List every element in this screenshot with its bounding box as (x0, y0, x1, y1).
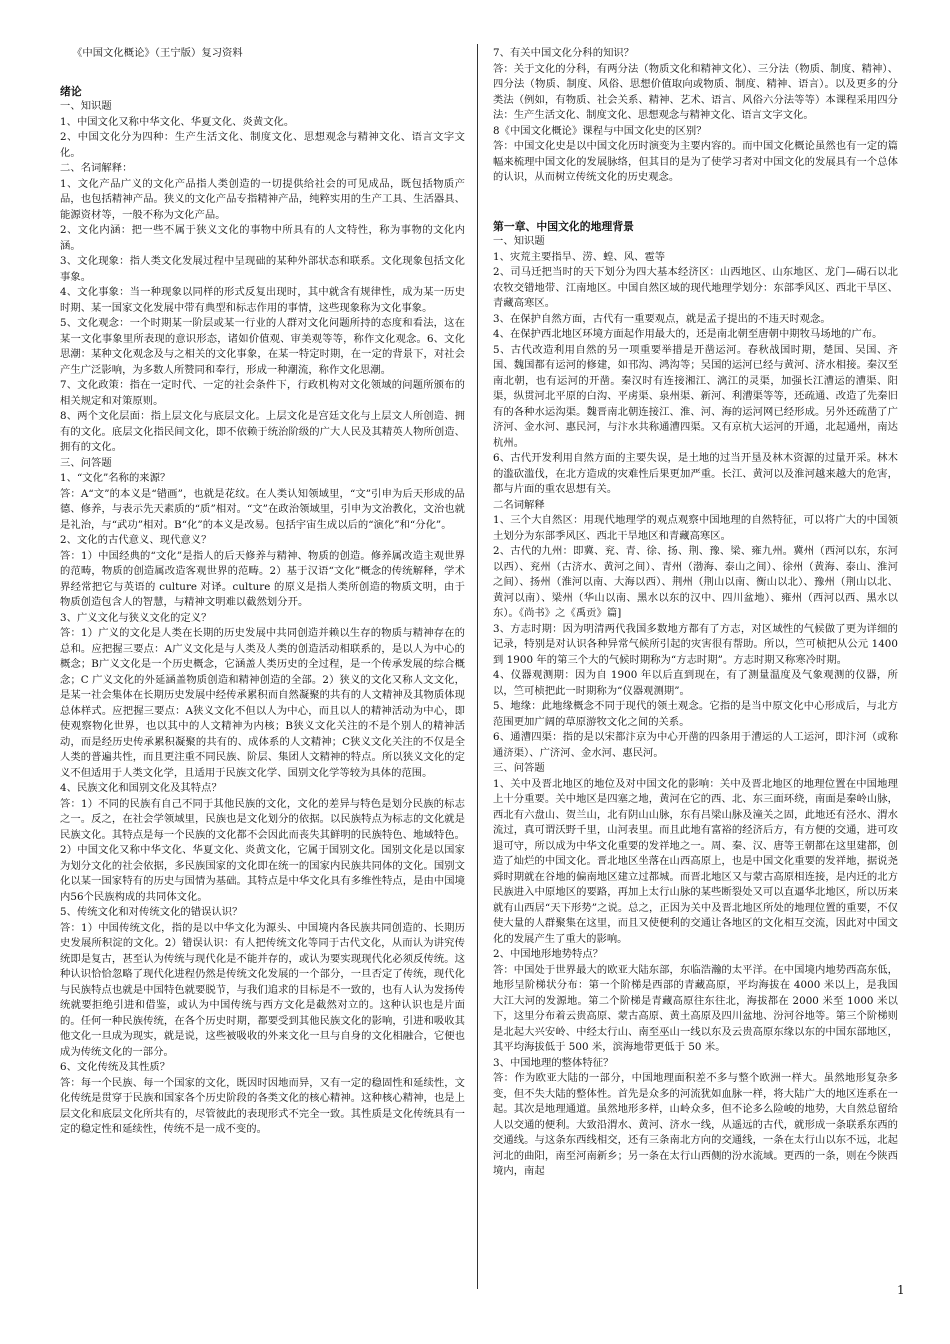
paragraph: 1、文化产品广义的文化产品指人类创造的一切提供给社会的可见成品，既包括物质产品，也包括精神产品。狭义的文化产品专指精神产品，纯粹实用的生产工具、生活器具、能源资材等，一般不称为文化产品。 (60, 177, 465, 221)
paragraph: 1、关中及晋北地区的地位及对中国文化的影响：关中及晋北地区的地理位置在中国地理上十分重要。关中地区是四塞之地，黄河在它的西、北、东三面环绕，南面是秦岭山脉，西北有六盘山、贺兰山，北有阴山山脉，东有吕梁山脉及潼关之固，此地还有泾水、渭水流过，真可谓沃野千里，山河表里。而且此地有富裕的经济后方，有方便的交通，进可攻退可守，所以成为中华文化重要的发祥地之一。周、秦、汉、唐等王朝都在这里建都，创造了灿烂的中国文化。晋北地区坐落在山西高原上，也是中国文化重要的发祥地，据说尧舜时期就在谷地的偏南地区建立过都城。而晋北地区又与蒙古高原相连接，是内迁的北方民族进入中原地区的要路，再加上太行山脉的某些断裂处又可以直逼华北地区，所以历来就有山西居“天下形势”之说。总之，正因为关中及晋北地区所处的地理位置的重要，不仅使大量的人群聚集在这里，而且又使便利的交通让各地区的文化相互交流，因此对中国文化的发展产生了重大的影响。 (493, 777, 898, 945)
paragraph: 3、中国地理的整体特征？ (493, 1056, 614, 1069)
paragraph: 答：1）不同的民族有自己不同于其他民族的文化，文化的差异与特色是划分民族的标志之一。反之，在社会学领域里，民族也是文化划分的依据。以民族特点为标志的文化就是民族文化。其特点是每一个民族的文化都不会因此而丧失其鲜明的民族特色、地域特色。2）中国文化又称中华文化、华夏文化、炎黄文化，它属于国别文化。国别文化是以国家为划分文化的社会依据，多民族国家的文化即在统一的国家内民族共同体的文化。国别文化以某一国家特有的历史与国情为基础。其特点是中华文化具有多维性特点，是由中国境内56个民族构成的共同体文化。 (60, 797, 465, 903)
section-heading: 第一章、中国文化的地理背景 (493, 219, 635, 233)
paragraph: 三、问答题 (60, 456, 112, 469)
right-column (493, 46, 898, 1180)
paragraph: 答：中国文化史是以中国文化历时演变为主要内容的。而中国文化概论虽然也有一定的篇幅来梳理中国文化的发展脉络，但其目的是为了使学习者对中国文化的发展具有一个总体的认识，从而树立传统文化的历史观念。 (493, 140, 898, 183)
paragraph: 5、地缘：此地缘概念不同于现代的领土观念。它指的是当中原文化中心形成后，与北方范围更加广阔的草原游牧文化之间的关系。 (493, 700, 898, 728)
paragraph: 8、两个文化层面：指上层文化与底层文化。上层文化是宫廷文化与上层文人所创造、拥有的文化。底层文化指民间文化，即不依赖于统治阶级的广大人民及其精英人物所创造、拥有的文化。 (60, 410, 465, 453)
paragraph: 3、在保护自然方面，古代有一重要观点，就是孟子提出的不违天时观念。 (493, 312, 831, 325)
paragraph: 6、古代开发利用自然方面的主要失误，是土地的过当开垦及林木资源的过量开采。林木的滥砍滥伐，在北方造成的灾难性后果更加严重。长江、黄河以及淮河越来越大的危害，都与片面的重农思想有关。 (493, 452, 898, 495)
paragraph: 2、文化内涵：把一些不属于狭义文化的事物中所具有的人文特性，称为事物的文化内涵。 (60, 224, 465, 252)
paragraph: 3、广义文化与狭义文化的定义？ (60, 611, 212, 624)
paragraph: 8《中国文化概论》课程与中国文化史的区别？ (493, 124, 707, 137)
section-heading: 绪论 (60, 84, 82, 98)
paragraph: 3、方志时期：因为明清两代我国多数地方都有了方志，对区域性的气候做了更为详细的记录，特别是对认识各种异常气候所引起的灾害很有帮助。所以，竺可桢把从公元 1400 到 1900 年的第三个大的气候时期称为“方志时期”。方志时期又称寒冷时期。 (493, 622, 898, 666)
paragraph: 答：作为欧亚大陆的一部分，中国地理面积差不多与整个欧洲一样大。虽然地形复杂多变，但不失大陆的整体性。首先是众多的河流犹如血脉一样，将大陆广大的地区连系在一起。其次是地理通道。虽然地形多样，山岭众多，但不论多么险峻的地势，大自然总留给人以交通的便利。大致沿渭水、黄河、济水一线，从遥远的古代，就形成一条联系东西的交通线。与这条东西线相交，还有三条南北方向的交通线，一条在太行山以东不远，北起河北的曲阳，南至河南新乡；另一条在太行山西侧的汾水流域。更西的一条，则在今陕西境内，南起 (493, 1072, 898, 1177)
paragraph: 一、知识题 (493, 235, 545, 247)
paragraph: 2、古代的九州：即冀、兖、青、徐、扬、荆、豫、梁、雍九州。冀州（西河以东，东河以西）、兖州（古济水、黄河之间）、青州（渤海、泰山之间）、徐州（黄海、泰山、淮河之间）、扬州（淮河以南、大海以西）、荆州（荆山以南、衡山以北）、豫州（荆山以北、黄河以南）、梁州（华山以南、黑水以东的汉中、四川盆地）、雍州（西河以西、黑水以东）。《尚书》之《禹贡》篇] (493, 545, 898, 619)
paragraph: 2、文化的古代意义、现代意义？ (60, 534, 212, 546)
paragraph: 6、通漕四渠：指的是以宋都汴京为中心开凿的四条用于漕运的人工运河，即汴河（或称通济渠）、广济河、金水河、惠民河。 (493, 731, 898, 759)
paragraph: 3、文化现象：指人类文化发展过程中呈现础的某种外部状态和联系。文化现象包括文化事象。 (60, 255, 465, 283)
paragraph: 答：A“文”的本义是“错画”，也就是花纹。在人类认知领域里，“文”引申为后天形成的品德、修养，与表示先天素质的“质”相对。“文”在政治领域里，引申为文治教化，文治也就是礼治，与“武功”相对。B“化”的本义是改易。包括宇宙生成以后的“演化”和“分化”。 (60, 487, 465, 531)
paragraph: 4、在保护西北地区环境方面起作用最大的，还是南北朝至唐朝中期牧马场地的广布。 (493, 328, 883, 340)
paragraph: 答：关于文化的分科，有两分法（物质文化和精神文化）、三分法（物质、制度、精神）、四分法（物质、制度、风俗、思想价值取向或物质、制度、精神、语言）。以及更多的分类法（例如，有物质、社会关系、精神、艺术、语言、风俗六分法等等）本课程采用四分法：生产生活文化、制度文化、思想观念与精神文化、语言文字文化。 (493, 62, 898, 121)
left-column (60, 46, 465, 1138)
spacer (493, 186, 898, 202)
paragraph: 5、传统文化和对传统文化的错误认识？ (60, 906, 243, 918)
paragraph: 答：每一个民族、每一个国家的文化，既因时因地而异，又有一定的稳固性和延续性，文化传统是贯穿于民族和国家各个历史阶段的各类文化的核心精神。这种核心精神，也是上层文化和底层文化所共有的，尽管彼此的表现形式不完全一致。其性质是文化传统具有一定的稳定性和延续性，传统不是一成不变的。 (60, 1076, 465, 1135)
paragraph: 1、“文化”名称的来源？ (60, 472, 171, 484)
paragraph: 5、古代改造利用自然的另一项重要举措是开凿运河。春秋战国时期，楚国、吴国、齐国、魏国都有运河的修建，如邗沟、鸿沟等；吴国的运河已经与黄河、济水相接。秦汉至南北朝，也有运河的开凿。秦汉时有连接湘江、漓江的灵渠，加强长江漕运的漕渠、阳渠，纵贯河北平原的白沟、平虏渠、泉州渠、新河、利漕渠等等，还疏通、改造了先秦旧有的各种水运沟渠。魏晋南北朝连接江、淮、河、海的运河网已经形成。另外还疏凿了广济河、金水河、惠民河，与汴水共称通漕四渠。又有京杭大运河的开通，北起通州，南达杭州。 (493, 343, 898, 449)
paragraph: 答：1）中国经典的“文化”是指人的后天修养与精神、物质的创造。修养属改造主观世界的范畴，物质的创造属改造客观世界的范畴。2）基于汉语“文化”概念的传统解释，学术界经常把它与英语的 culture 对译。culture 的原义是指人类所创造的物质文明，由于物质创造包含人的智慧，与精神文明难以截然划分开。 (60, 549, 465, 608)
paragraph: 答：中国处于世界最大的欧亚大陆东部，东临浩瀚的太平洋。在中国境内地势西高东低，地形呈阶梯状分布：第一个阶梯是西部的青藏高原，平均海拔在 4000 米以上，是我国大江大河的发源地。第二个阶梯是青藏高原往东往北，海拔都在 2000 米至 1000 米以下，这里分布着云贵高原、蒙古高原、黄土高原及四川盆地、汾河谷地等。第三个阶梯则是北起大兴安岭、中经太行山、南至巫山一线以东及云贵高原东缘以东的中国东部地区，其平均海拔低于 500 米，滨海地带更低于 50 米。 (493, 963, 898, 1053)
paragraph: 1、灾荒主要指旱、涝、蝗、风、雹等 (493, 250, 666, 263)
page-number: 1 (897, 1283, 905, 1297)
paragraph: 1、三个大自然区：用现代地理学的观点观察中国地理的自然特征，可以将广大的中国领土划分为东部季风区、西北干旱地区和青藏高寒区。 (493, 514, 898, 542)
paragraph: 二名词解释 (493, 498, 545, 511)
paragraph: 2、司马迁把当时的天下划分为四大基本经济区：山西地区、山东地区、龙门—碣石以北农牧交错地带、江南地区。中国自然区域的现代地理学划分：东部季风区、西北干旱区、青藏高寒区。 (493, 266, 898, 309)
paragraph: 7、有关中国文化分科的知识？ (493, 47, 635, 59)
paragraph: 二、名词解释： (60, 162, 133, 174)
paragraph: 答：1）中国传统文化，指的是以中华文化为源头、中国境内各民族共同创造的、长期历史发展所积淀的文化。2）错误认识：有人把传统文化等同于古代文化，从而认为讲究传统即是复古，甚至认为传统与现代化是不能并存的，或认为要实现现代化必须反传统。这种认识恰恰忽略了现代化进程仍然是传统文化发展的一个部分，一旦否定了传统，现代化与民族特点也就是中国特色就要脱节，与我们追求的目标是不一致的，也有人认为发扬传统就要拒绝引进和借鉴，或认为中国传统与西方文化是截然对立的。这种认识也是片面的。任何一种民族传统，在各个历史时期，都要受到其他民族文化的影响，引进和吸收其他文化一旦成为现实，就是说，这些被吸收的外来文化一旦与自身的文化相融合，它便也成为传统文化的一部分。 (60, 921, 465, 1058)
column-divider (477, 44, 478, 1289)
paragraph: 2、中国地形地势特点？ (493, 948, 604, 960)
paragraph: 7、文化政策：指在一定时代、一定的社会条件下，行政机构对文化领域的问题所颁布的相关规定和对策原则。 (60, 379, 465, 407)
paragraph: 1、中国文化又称中华文化、华夏文化、炎黄文化。 (60, 115, 295, 128)
paragraph: 4、文化事象：当一种现象以同样的形式反复出现时，其中就含有规律性，成为某一历史时期、某一国家文化发展中带有典型和标志作用的事情，这些现象称为文化事象。 (60, 286, 465, 314)
paragraph: 2、中国文化分为四种：生产生活文化、制度文化、思想观念与精神文化、语言文字文化。 (60, 131, 465, 159)
paragraph: 5、文化观念：一个时期某一阶层或某一行业的人群对文化问题所持的态度和看法，这在某一文化事象里所表现的意识形态，诸如价值观、审美观等等，称作文化观念。6、文化思潮：某种文化观念及与之相关的文化事象，在某一特定时期，在一定的背景下，对社会产生广泛影响，为多数人所赞同和奉行，形成一种潮流，称作文化思潮。 (60, 317, 465, 376)
paragraph: 4、仪器观测期：因为自 1900 年以后直到现在，有了测量温度及气象观测的仪器，所以，竺可桢把此一时期称为“仪器观测期”。 (493, 669, 898, 697)
paragraph: 三、问答题 (493, 762, 545, 774)
paragraph: 4、民族文化和国别文化及其特点？ (60, 782, 222, 794)
paragraph: 一、知识题 (60, 100, 112, 112)
document-title: 《中国文化概论》（王宁版）复习资料 (72, 47, 243, 59)
paragraph: 答：1）广义的文化是人类在长期的历史发展中共同创造并赖以生存的物质与精神存在的总和。应把握三要点：A广义文化是与人类及人类的创造活动相联系的，是以人为中心的概念；B广义文化是一个历史概念，它涵盖人类历史的全过程，是一个传承发展的综合概念；C 广义文化的外延涵盖物质创造和精神创造的全部。2）狭义的文化又称人文文化，是某一社会集体在长期历史发展中经传承累积而自然凝聚的共有的人文精神及其物质体现总体样式。应把握三要点：A狭义文化不但以人为中心，而且以人的精神活动为中心，即使观察物化世界，也以其中的人文精神为内核；B狭义文化关注的不是个别人的精神活动，而是经历史传承累积凝聚的共有的、成体系的人文精神；C狭义文化关注的不仅是全人类的普遍共性，而且更注重不同民族、阶层、集团人文精神的特点。所以狭义文化的定义不但适用于人类文化学，且适用于民族文化学、国别文化学等较为具体的范围。 (60, 627, 465, 779)
paragraph: 6、文化传统及其性质？ (60, 1061, 171, 1073)
